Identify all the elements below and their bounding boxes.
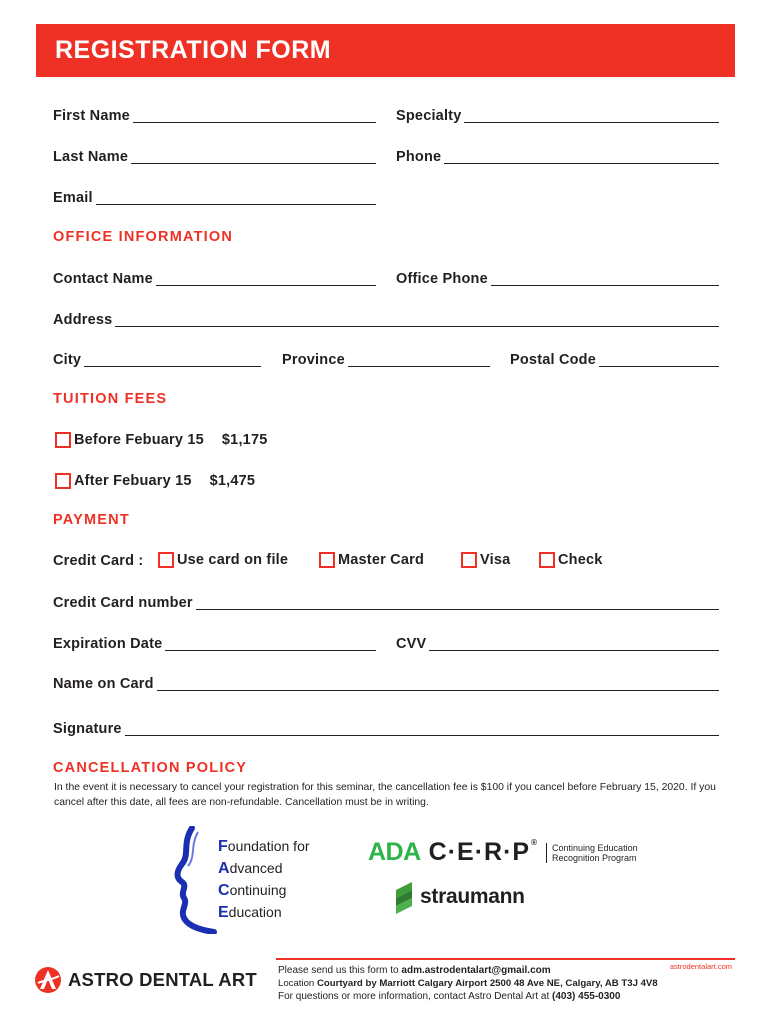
payment-option-visa[interactable] [461,550,510,570]
province-field[interactable] [282,349,490,369]
province-line[interactable] [348,366,490,367]
card-number-field[interactable] [53,592,719,612]
first-name-label: First Name [53,108,130,124]
astro-dental-art-logo [34,966,257,994]
tuition-option-after[interactable] [55,471,255,491]
name-on-card-field[interactable] [53,673,719,693]
first-name-line[interactable] [133,122,376,123]
phone-field[interactable] [396,146,719,166]
face-cap-c: C [218,882,230,899]
signature-label: Signature [53,721,122,737]
contact-name-line[interactable] [156,285,376,286]
face-rest-e: ducation [228,904,282,920]
before-price: $1,175 [221,432,268,448]
footer-contact-line [278,991,620,1002]
visa-label: Visa [480,552,511,568]
address-line[interactable] [115,326,719,327]
face-rest-f: oundation for [227,838,310,854]
straumann-mark-icon [392,880,416,914]
cerp-wordmark [429,838,538,867]
footer-website[interactable]: astrodentalart.com [669,962,732,971]
face-cap-e: E [218,904,229,921]
footer-location-prefix: Location [278,978,315,989]
office-phone-line[interactable] [491,285,719,286]
city-line[interactable] [84,366,261,367]
email-label: Email [53,190,93,206]
cerp-desc-line1: Continuing Education [552,842,638,853]
address-field[interactable] [53,309,719,329]
city-label: City [53,352,82,368]
name-on-card-line[interactable] [157,690,719,691]
footer-location-value: Courtyard by Marriott Calgary Airport 2500 48 Ave NE, Calgary, AB T3J 4V8 [316,978,658,989]
brand-name: ASTRO DENTAL ART [68,969,257,990]
face-line-c [218,882,286,900]
title-banner [36,24,735,77]
cerp-desc-line2: Recognition Program [552,852,637,863]
check-checkbox[interactable] [539,552,555,568]
footer-email-link[interactable]: adm.astrodentalart@gmail.com [401,965,551,976]
footer-send-line [278,965,551,976]
office-phone-label: Office Phone [396,271,488,287]
province-label: Province [282,352,345,368]
face-rest-a: dvanced [229,860,283,876]
payment-heading: PAYMENT [53,512,130,528]
address-label: Address [53,312,113,328]
cerp-registered-mark: ® [531,838,539,847]
card-number-label: Credit Card number [53,595,193,611]
city-field[interactable] [53,349,261,369]
ada-wordmark: ADA [368,838,421,866]
postal-code-label: Postal Code [510,352,596,368]
after-checkbox[interactable] [55,473,71,489]
cvv-line[interactable] [429,650,719,651]
signature-field[interactable] [53,718,719,738]
face-profile-icon [170,826,220,934]
master-card-label: Master Card [338,552,425,568]
credit-card-label: Credit Card : [53,553,144,569]
after-price: $1,475 [209,473,256,489]
ada-cerp-logo [368,838,638,867]
straumann-logo [392,880,525,914]
face-cap-a: A [218,860,230,877]
card-on-file-checkbox[interactable] [158,552,174,568]
last-name-line[interactable] [131,163,376,164]
face-line-f [218,838,310,856]
cancellation-policy-text: In the event it is necessary to cancel your registration for this seminar, the cancellation fee is $100 if you cancel before February 15, 2020. If you cancel after this date, all fees are non-refundable. Cancellation must be in writing. [54,782,716,808]
postal-code-line[interactable] [599,366,719,367]
card-on-file-label: Use card on file [177,552,289,568]
before-checkbox[interactable] [55,432,71,448]
specialty-line[interactable] [464,122,719,123]
form-title: REGISTRATION FORM [55,36,332,64]
specialty-label: Specialty [396,108,462,124]
office-info-heading: OFFICE INFORMATION [53,229,234,245]
tuition-fees-heading: TUITION FEES [53,391,168,407]
office-phone-field[interactable] [396,268,719,288]
straumann-wordmark: straumann [420,885,525,908]
expiration-date-label: Expiration Date [53,636,163,652]
face-logo [170,826,340,936]
cvv-field[interactable] [396,633,719,653]
tuition-option-before[interactable] [55,430,267,450]
payment-option-master-card[interactable] [319,550,424,570]
name-on-card-label: Name on Card [53,676,154,692]
footer-location-line [278,978,658,989]
astro-logo-icon [34,966,62,994]
payment-option-check[interactable] [539,550,603,570]
contact-name-field[interactable] [53,268,376,288]
cerp-description [546,843,638,863]
expiration-date-field[interactable] [53,633,376,653]
cancellation-policy-heading: CANCELLATION POLICY [53,760,248,776]
phone-label: Phone [396,149,442,165]
footer-contact-phone: (403) 455-0300 [552,991,621,1002]
last-name-field[interactable] [53,146,376,166]
visa-checkbox[interactable] [461,552,477,568]
footer-contact-prefix: For questions or more information, contact Astro Dental Art at [278,991,550,1002]
face-line-e [218,904,282,922]
expiration-date-line[interactable] [165,650,376,651]
specialty-field[interactable] [396,105,719,125]
before-label: Before Febuary 15 [74,432,204,448]
face-rest-c: ontinuing [229,882,287,898]
last-name-label: Last Name [53,149,129,165]
first-name-field[interactable] [53,105,376,125]
face-cap-f: F [218,838,228,855]
payment-option-card-on-file[interactable] [158,550,288,570]
master-card-checkbox[interactable] [319,552,335,568]
after-label: After Febuary 15 [74,473,192,489]
signature-line[interactable] [125,735,719,736]
cerp-text: C·E·R·P [428,838,531,866]
email-field[interactable] [53,187,376,207]
footer-send-prefix: Please send us this form to [278,965,399,976]
face-line-a [218,860,283,878]
check-label: Check [558,552,603,568]
cvv-label: CVV [396,636,427,652]
footer-divider [276,958,735,960]
phone-line[interactable] [444,163,719,164]
email-line[interactable] [96,204,376,205]
postal-code-field[interactable] [510,349,719,369]
card-number-line[interactable] [196,609,719,610]
contact-name-label: Contact Name [53,271,153,287]
